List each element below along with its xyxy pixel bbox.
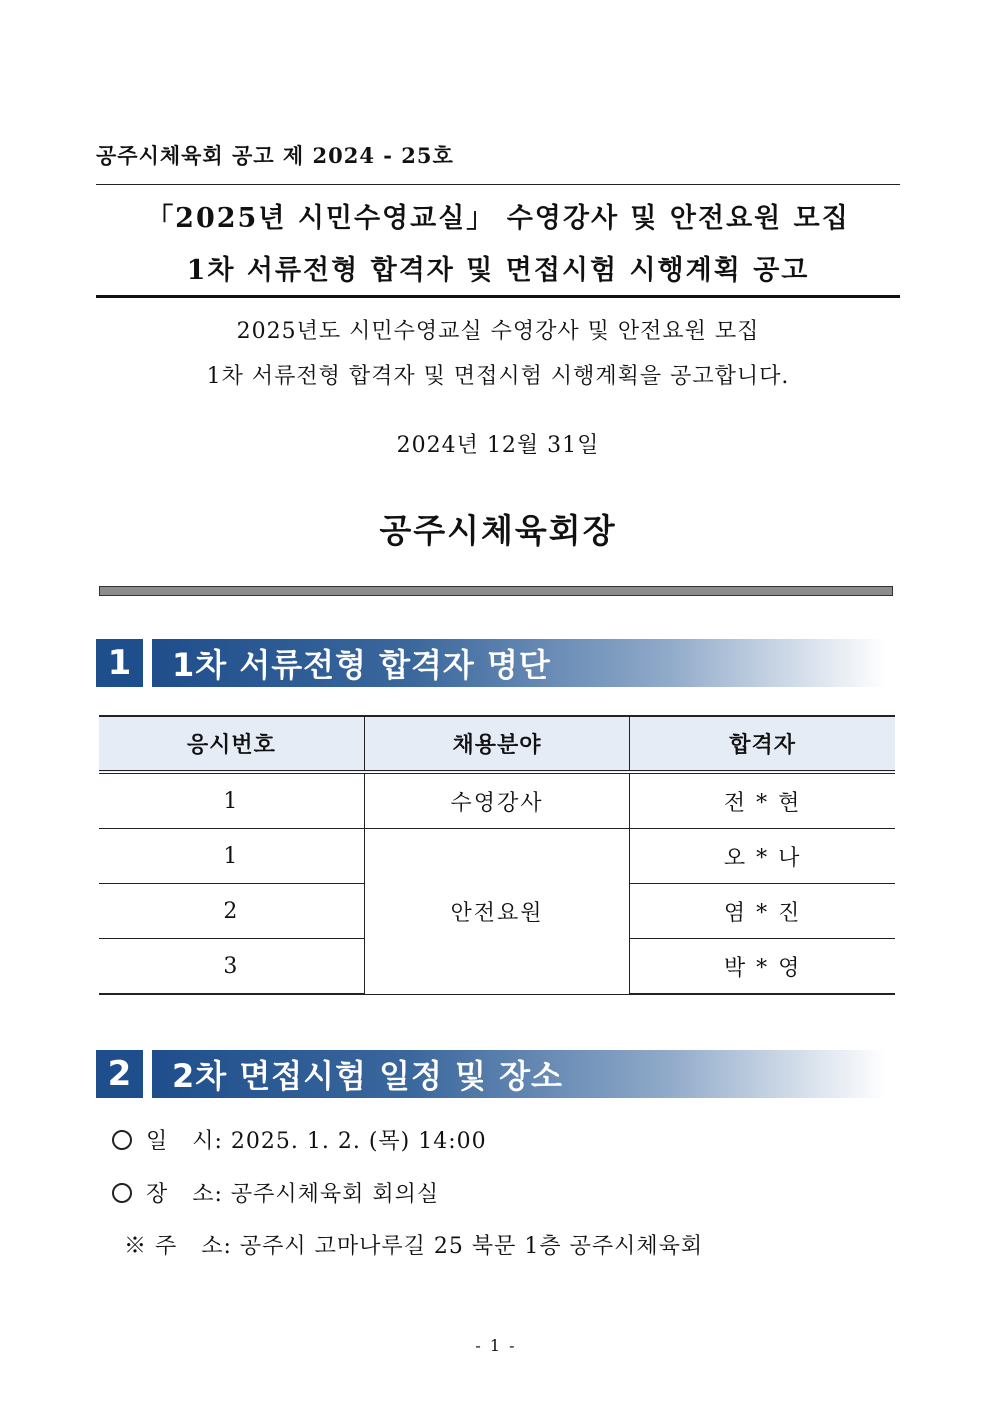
table-header-row bbox=[99, 716, 895, 772]
circle-bullet-icon bbox=[112, 1130, 132, 1150]
section-2-number: 2 bbox=[96, 1050, 143, 1098]
column-header-passed-name: 합격자 bbox=[630, 716, 895, 772]
applicant-number: 1 bbox=[99, 829, 364, 884]
table-row bbox=[99, 829, 895, 884]
circle-bullet-icon bbox=[112, 1183, 132, 1203]
applicant-number: 3 bbox=[99, 939, 364, 995]
column-header-field: 채용분야 bbox=[364, 716, 629, 772]
passed-name: 전 * 현 bbox=[630, 772, 895, 829]
applicant-number: 1 bbox=[99, 772, 364, 829]
signer-title: 공주시체육회장 bbox=[379, 511, 617, 550]
title-line-2: 1차 서류전형 합격자 및 면접시험 시행계획 공고 bbox=[186, 255, 810, 286]
section-1-number: 1 bbox=[96, 639, 143, 687]
recruit-field: 수영강사 bbox=[364, 772, 629, 829]
interview-address: ※ 주 소: 공주시 고마나루길 25 북문 1층 공주시체육회 bbox=[124, 1234, 704, 1259]
header-divider bbox=[96, 184, 900, 185]
interview-datetime-text: 일 시: 2025. 1. 2. (목) 14:00 bbox=[146, 1129, 487, 1154]
title-divider bbox=[96, 295, 900, 298]
notice-number: 공주시체육회 공고 제 2024 - 25호 bbox=[96, 143, 454, 168]
passed-name: 염 * 진 bbox=[630, 884, 895, 939]
announcement-line-2: 1차 서류전형 합격자 및 면접시험 시행계획을 공고합니다. bbox=[206, 364, 790, 389]
section-2-title: 2차 면접시험 일정 및 장소 bbox=[152, 1050, 886, 1098]
section-1-title: 1차 서류전형 합격자 명단 bbox=[152, 639, 886, 687]
recruit-field: 안전요원 bbox=[364, 829, 629, 995]
announcement-date: 2024년 12월 31일 bbox=[396, 433, 600, 458]
passed-name: 박 * 영 bbox=[630, 939, 895, 995]
passed-applicants-table bbox=[99, 715, 895, 995]
table-row bbox=[99, 772, 895, 829]
passed-name: 오 * 나 bbox=[630, 829, 895, 884]
announcement-line-1: 2025년도 시민수영교실 수영강사 및 안전요원 모집 bbox=[236, 319, 760, 344]
applicant-number: 2 bbox=[99, 884, 364, 939]
title-line-1: 「2025년 시민수영교실」 수영강사 및 안전요원 모집 bbox=[146, 203, 850, 234]
interview-datetime bbox=[112, 1124, 487, 1155]
page-number: - 1 - bbox=[475, 1336, 517, 1355]
column-header-applicant-number: 응시번호 bbox=[99, 716, 364, 772]
section-divider-bar bbox=[99, 586, 893, 596]
interview-place-text: 장 소: 공주시체육회 회의실 bbox=[146, 1182, 440, 1207]
interview-place bbox=[112, 1177, 439, 1208]
